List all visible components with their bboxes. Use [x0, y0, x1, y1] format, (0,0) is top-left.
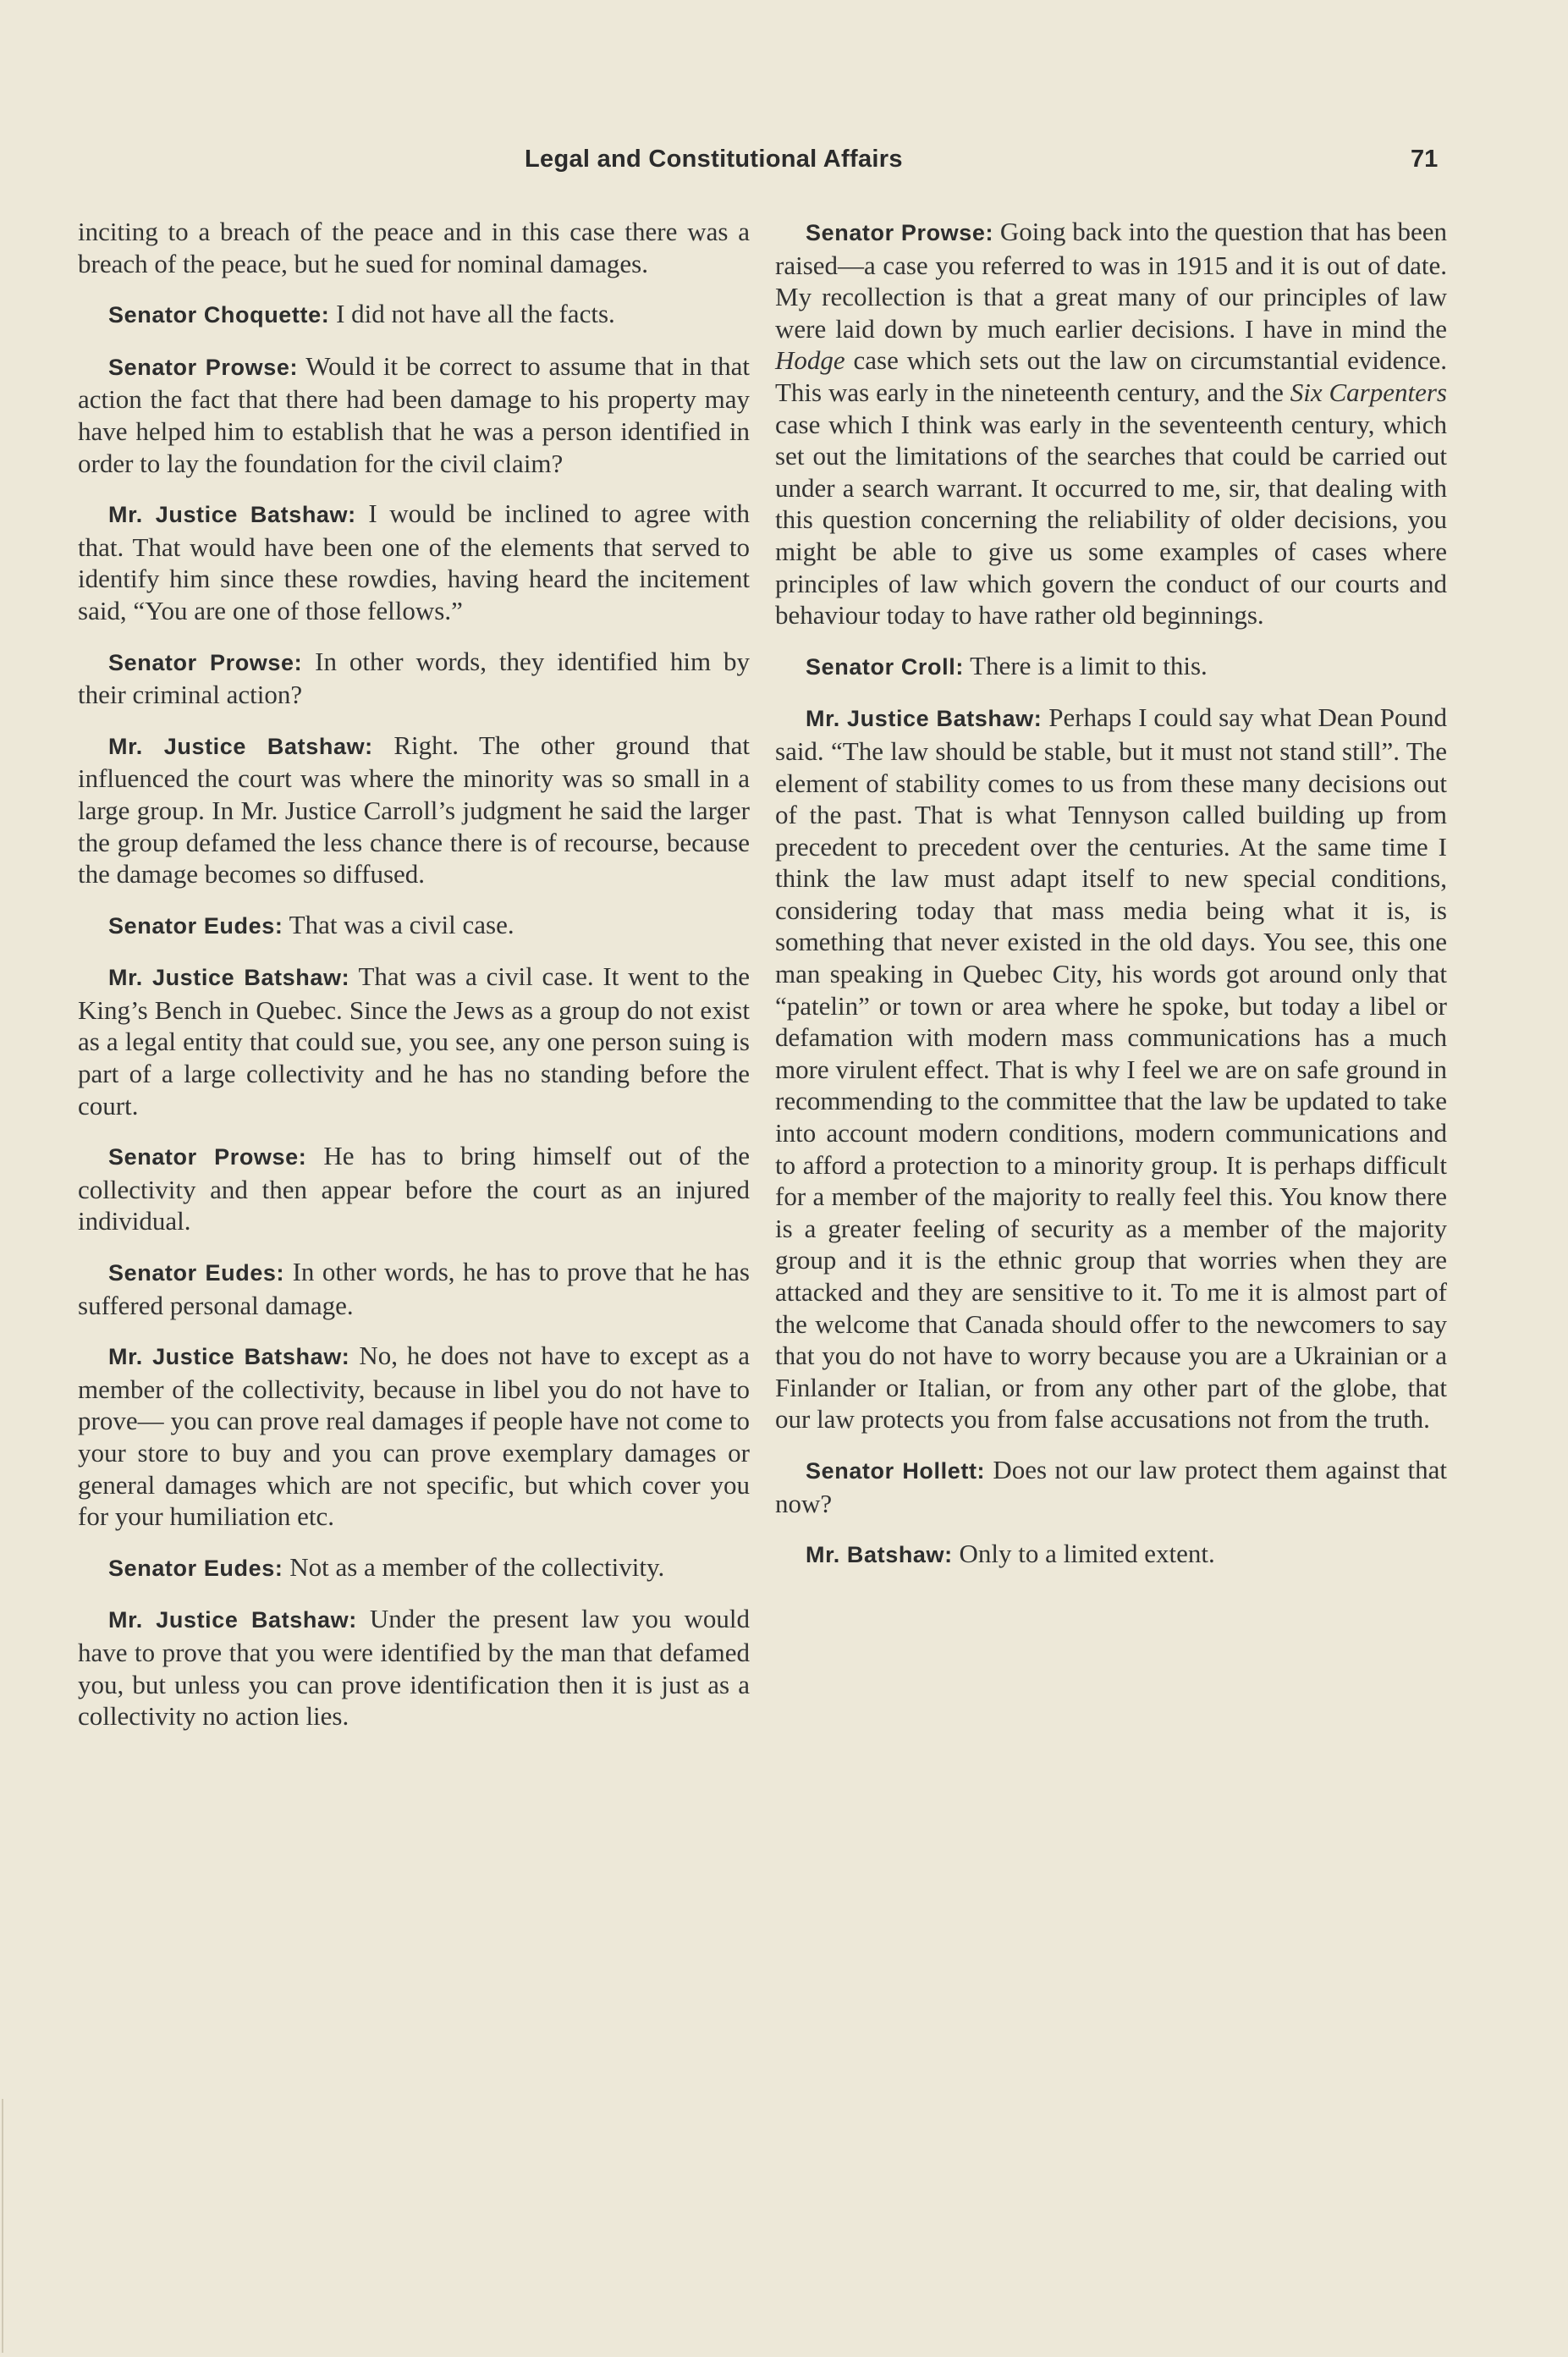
paragraph: [775, 216, 1447, 631]
paragraph: [78, 909, 750, 943]
paragraph: [78, 730, 750, 890]
paragraph-text: case which sets out the law on circumstantial evidence. This was early in the nineteenth century, and the: [775, 345, 1447, 407]
paragraph-text: No, he does not have to except as a member of the collectivity, because in libel you do not have to prove— you can prove real damages if people have not come to your store to buy and you can prove exemplary damages or general damages which are not specific, but which cover you for your humiliation etc.: [78, 1341, 750, 1532]
paragraph: [78, 216, 750, 279]
paragraph-text: Going back into the question that has been raised—a case you referred to was in 1915 and it is out of date. My recollection is that a great many of our principles of law were laid down by much earlier decisions. I have in mind the: [775, 217, 1448, 344]
right-column: [775, 216, 1447, 1590]
paragraph-text: inciting to a breach of the peace and in this case there was a breach of the peace, but he sued for nominal damages.: [78, 217, 750, 278]
paragraph: [78, 1551, 750, 1585]
page-header: [0, 146, 1568, 188]
running-head-title: Legal and Constitutional Affairs: [525, 146, 903, 173]
paragraph: [78, 1603, 750, 1732]
speaker-name: Senator Eudes:: [108, 1260, 285, 1286]
case-name-italic: Six Carpenters: [1290, 377, 1447, 407]
speaker-name: Senator Prowse:: [108, 649, 303, 675]
paragraph: [78, 498, 750, 626]
paragraph-text: There is a limit to this.: [970, 650, 1208, 680]
paragraph-text: Not as a member of the collectivity.: [289, 1551, 665, 1582]
speaker-name: Senator Prowse:: [806, 220, 994, 245]
paragraph: [78, 961, 750, 1121]
paragraph: [775, 650, 1447, 684]
speaker-name: Mr. Justice Batshaw:: [108, 1607, 357, 1633]
speaker-name: Senator Croll:: [806, 653, 964, 680]
speaker-name: Mr. Justice Batshaw:: [108, 502, 356, 528]
paragraph: [775, 702, 1447, 1435]
page-number: 71: [1411, 146, 1439, 173]
paragraph: [78, 1340, 750, 1533]
speaker-name: Senator Eudes:: [108, 912, 283, 939]
paragraph: [78, 1256, 750, 1321]
case-name-italic: Hodge: [775, 345, 845, 376]
paragraph-text: Perhaps I could say what Dean Pound said. “The law should be stable, but it must not stand still”. The element of stability comes to us from these many decisions out of the past. That is what Tennyson called building up from precedent to precedent over the centuries. At the same time I think the law must adapt itself to new special conditions, considering today that mass media being what it is, is something that never existed in the old days. You see, this one man speaking in Quebec City, his words got around only that “patelin” or town or area where he spoke, but today a libel or defamation with modern mass communications has a much more virulent effect. That is why I feel we are on safe ground in recommending to the committee that the law be updated to take into account modern conditions, modern communications and to afford a protection to a minority group. It is perhaps difficult for a member of the majority to really feel this. You know there is a greater feeling of security as a member of the majority group and it is the ethnic group that worries when they are attacked and they are sensitive to it. To me it is almost part of the welcome that Canada should offer to the newcomers to say that you do not have to worry because you are a Ukrainian or a Finlander or Italian, or from any other part of the globe, that our law protects you from false accusations not from the truth.: [775, 702, 1447, 1435]
paragraph: [775, 1538, 1447, 1572]
speaker-name: Mr. Justice Batshaw:: [108, 1344, 350, 1370]
paragraph-text: In other words, they identified him by their criminal action?: [78, 646, 750, 710]
paragraph-text: He has to bring himself out of the collectivity and then appear before the court as an injured individual.: [78, 1141, 751, 1236]
paragraph: [775, 1454, 1447, 1519]
speaker-name: Mr. Batshaw:: [806, 1542, 953, 1568]
page-edge-mark: [2, 2099, 3, 2353]
paragraph-text: Under the present law you would have to prove that you were identified by the man that defamed you, but unless you can prove identification then it is just as a collectivity no action lies.: [78, 1604, 751, 1732]
paragraph-text: That was a civil case. It went to the King’s Bench in Quebec. Since the Jews as a group do not exist as a legal entity that could sue, you see, any one person suing is part of a large collectivity and he has no standing before the court.: [78, 961, 750, 1121]
paragraph-text: case which I think was early in the seventeenth century, which set out the limitations of the searches that could be carried out under a search warrant. It occurred to me, sir, that dealing with this question concerning the reliability of older decisions, you might be able to give us some examples of cases where principles of law which govern the conduct of our courts and behaviour today to have rather old beginnings.: [775, 409, 1447, 631]
paragraph-text: Does not our law protect them against that now?: [775, 1454, 1447, 1518]
left-column: [78, 216, 750, 1751]
paragraph-text: In other words, he has to prove that he has suffered personal damage.: [78, 1257, 750, 1320]
paragraph-text: Would it be correct to assume that in that action the fact that there had been damage to his property may have helped him to establish that he was a person identified in order to lay the foundation for the civil claim?: [78, 350, 750, 478]
speaker-name: Senator Choquette:: [108, 302, 330, 328]
paragraph: [78, 1140, 750, 1237]
speaker-name: Mr. Justice Batshaw:: [806, 706, 1043, 732]
speaker-name: Senator Prowse:: [108, 1144, 307, 1170]
speaker-name: Mr. Justice Batshaw:: [108, 733, 373, 759]
speaker-name: Senator Prowse:: [108, 354, 299, 380]
speaker-name: Senator Hollett:: [806, 1457, 986, 1484]
paragraph-text: Only to a limited extent.: [959, 1539, 1215, 1569]
speaker-name: Senator Eudes:: [108, 1555, 283, 1581]
speaker-name: Mr. Justice Batshaw:: [108, 965, 350, 991]
paragraph-text: I did not have all the facts.: [336, 299, 615, 329]
paragraph: [78, 298, 750, 332]
paragraph-text: Right. The other ground that influenced the court was where the minority was so small in a large group. In Mr. Justice Carroll’s judgment he said the larger the group defamed the less chance there is of recourse, because the damage becomes so diffused.: [78, 730, 750, 889]
paragraph: [78, 350, 750, 479]
paragraph-text: That was a civil case.: [289, 909, 514, 939]
paragraph: [78, 646, 750, 711]
paragraph-text: I would be inclined to agree with that. That would have been one of the elements that served to identify him since these rowdies, having heard the incitement said, “You are one of those fellows.”: [78, 498, 750, 625]
